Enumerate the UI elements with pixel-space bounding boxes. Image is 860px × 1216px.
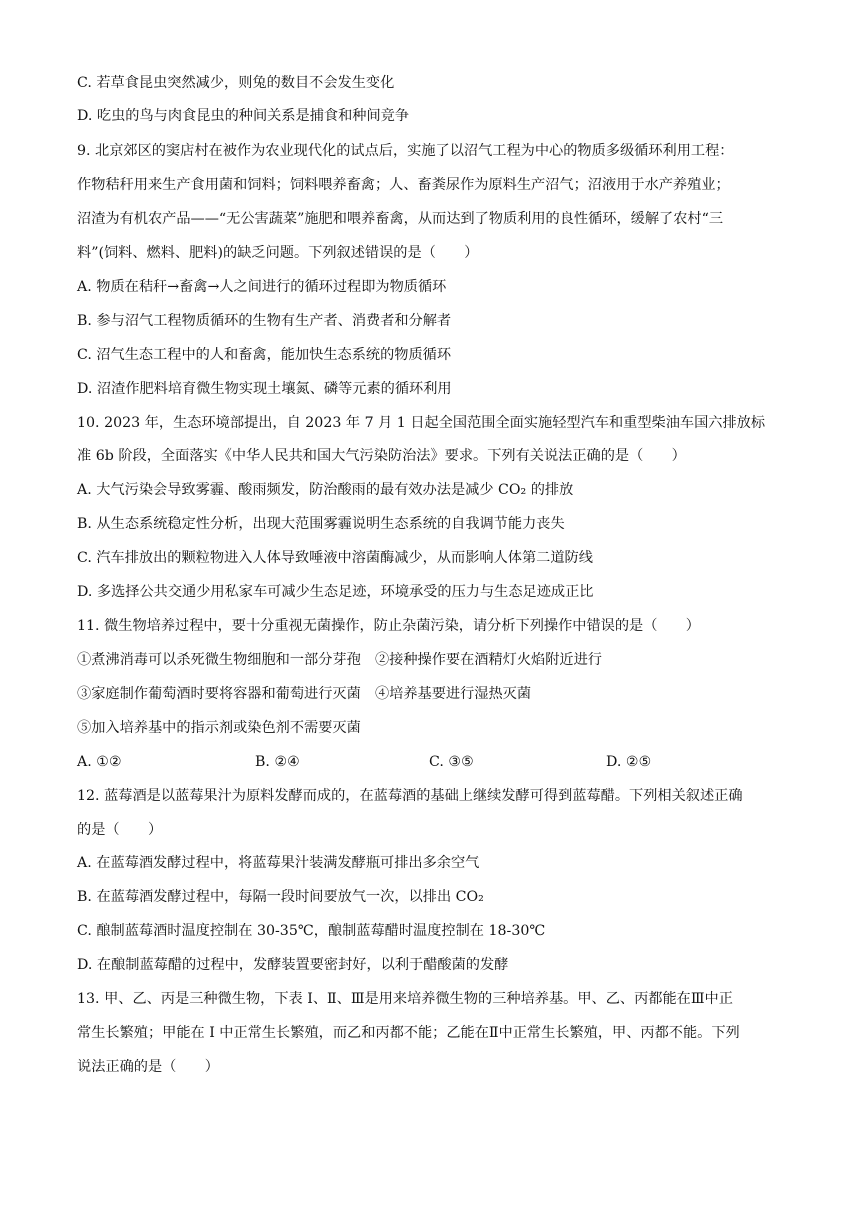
q9-option-c: C. 沼气生态工程中的人和畜禽，能加快生态系统的物质循环 — [77, 347, 452, 363]
q9-option-d: D. 沼渣作肥料培育微生物实现土壤氮、磷等元素的循环利用 — [77, 381, 452, 397]
q13-stem-line-2: 常生长繁殖；甲能在 I 中正常生长繁殖，而乙和丙都不能；乙能在Ⅱ中正常生长繁殖，甲、丙都不能。下列 — [77, 1025, 740, 1041]
q10-option-b: B. 从生态系统稳定性分析，出现大范围雾霾说明生态系统的自我调节能力丧失 — [77, 516, 565, 532]
q12-option-c: C. 酿制蓝莓酒时温度控制在 30-35℃，酿制蓝莓醋时温度控制在 18-30℃ — [77, 923, 546, 939]
q12-stem-line-1: 12. 蓝莓酒是以蓝莓果汁为原料发酵而成的，在蓝莓酒的基础上继续发酵可得到蓝莓醋。下列相关叙述正确 — [77, 788, 743, 804]
q9-stem-line-1: 9. 北京郊区的窦店村在被作为农业现代化的试点后，实施了以沼气工程为中心的物质多级循环利用工程： — [77, 143, 734, 159]
q9-stem-line-4: 料”(饲料、燃料、肥料)的缺乏问题。下列叙述错误的是（ ） — [77, 245, 479, 261]
q10-option-a: A. 大气污染会导致雾霾、酸雨频发，防治酸雨的最有效办法是减少 CO₂ 的排放 — [77, 482, 574, 498]
q9-stem-line-3: 沼渣为有机农产品——“无公害蔬菜”施肥和喂养畜禽，从而达到了物质利用的良性循环，缓解了农村“三 — [77, 211, 724, 227]
q9-stem-line-2: 作物秸秆用来生产食用菌和饲料；饲料喂养畜禽；人、畜粪尿作为原料生产沼气；沼液用于水产养殖业； — [77, 177, 730, 193]
q10-stem-line-1: 10. 2023 年，生态环境部提出，自 2023 年 7 月 1 日起全国范围全面实施轻型汽车和重型柴油车国六排放标 — [77, 415, 766, 431]
q9-option-a: A. 物质在秸秆→畜禽→人之间进行的循环过程即为物质循环 — [77, 279, 447, 295]
q11-option-a: A. ①② — [77, 754, 122, 770]
q12-option-b: B. 在蓝莓酒发酵过程中，每隔一段时间要放气一次，以排出 CO₂ — [77, 889, 484, 905]
q11-option-b: B. ②④ — [255, 754, 300, 770]
q13-stem-line-3: 说法正确的是（ ） — [77, 1059, 219, 1075]
q11-statement-5: ⑤加入培养基中的指示剂或染色剂不需要灭菌 — [77, 720, 361, 736]
q12-option-d: D. 在酿制蓝莓醋的过程中，发酵装置要密封好，以利于醋酸菌的发酵 — [77, 957, 509, 973]
q11-statement-1-2: ①煮沸消毒可以杀死微生物细胞和一部分芽孢 ②接种操作要在酒精灯火焰附近进行 — [77, 652, 602, 668]
q11-statement-3-4: ③家庭制作葡萄酒时要将容器和葡萄进行灭菌 ④培养基要进行湿热灭菌 — [77, 686, 532, 702]
q11-option-c: C. ③⑤ — [429, 754, 474, 770]
q10-stem-line-2: 准 6b 阶段，全面落实《中华人民共和国大气污染防治法》要求。下列有关说法正确的是（ ） — [77, 448, 686, 464]
q9-option-b: B. 参与沼气工程物质循环的生物有生产者、消费者和分解者 — [77, 313, 452, 329]
q11-option-d: D. ②⑤ — [606, 754, 652, 770]
q10-option-c: C. 汽车排放出的颗粒物进入人体导致唾液中溶菌酶减少，从而影响人体第二道防线 — [77, 550, 593, 566]
q8-option-d: D. 吃虫的鸟与肉食昆虫的种间关系是捕食和种间竞争 — [77, 108, 410, 124]
q13-stem-line-1: 13. 甲、乙、丙是三种微生物，下表 I、Ⅱ、Ⅲ是用来培养微生物的三种培养基。甲、乙、丙都能在Ⅲ中正 — [77, 991, 733, 1007]
q10-option-d: D. 多选择公共交通少用私家车可减少生态足迹，环境承受的压力与生态足迹成正比 — [77, 584, 594, 600]
q12-option-a: A. 在蓝莓酒发酵过程中，将蓝莓果汁装满发酵瓶可排出多余空气 — [77, 855, 480, 871]
q11-stem: 11. 微生物培养过程中，要十分重视无菌操作，防止杂菌污染，请分析下列操作中错误的是（ ） — [77, 618, 700, 634]
q8-option-c: C. 若草食昆虫突然减少，则兔的数目不会发生变化 — [77, 75, 395, 91]
q12-stem-line-2: 的是（ ） — [77, 822, 163, 838]
